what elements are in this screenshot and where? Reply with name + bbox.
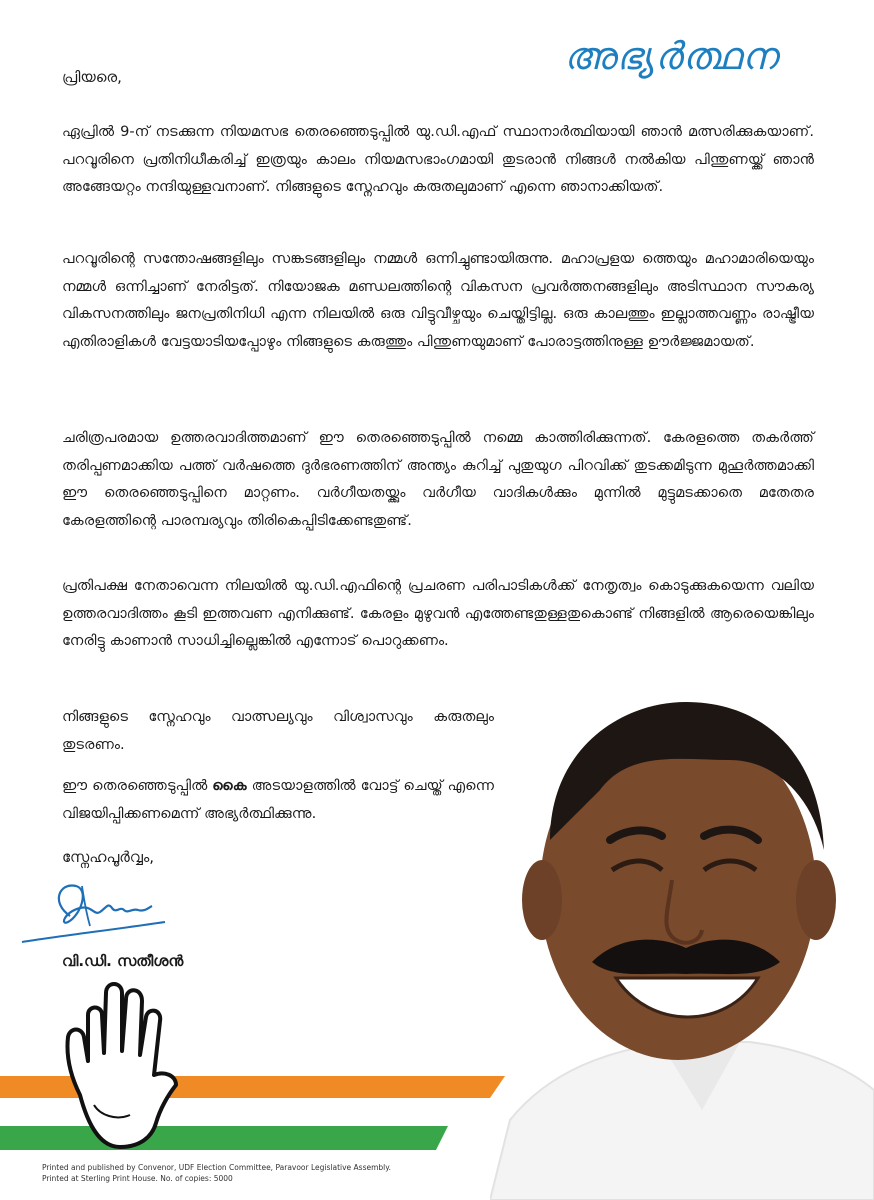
paragraph-6-vote-appeal (62, 772, 494, 827)
appeal-heading-logo: അഭ്യർത്ഥന (563, 34, 778, 78)
imprint-line-2: Printed at Sterling Print House. No. of copies: 5000 (42, 1174, 233, 1183)
paragraph-4: പ്രതിപക്ഷ നേതാവെന്ന നിലയിൽ യു.ഡി.എഫിന്റെ പ്രചരണ പരിപാടികൾക്ക് നേതൃത്വം കൊടുക്കുകയെന്ന വലിയ ഉത്തരവാദിത്തം കൂടി ഇത്തവണ എനിക്കുണ്ട്. കേരളം മുഴുവൻ എത്തേണ്ടതുള്ളതുകൊണ്ട് നിങ്ങളിൽ ആരെയെങ്കിലും നേരിട്ടു കാണാൻ സാധിച്ചില്ലെങ്കിൽ എന്നോട് പൊറുക്കണം. (62, 577, 814, 649)
appeal-text-after: അടയാളത്തിൽ വോട്ട് ചെയ്ത് എന്നെ വിജയിപ്പിക്കണമെന്ന് അഭ്യർത്ഥിക്കുന്നു. (62, 777, 494, 822)
imprint-footer (42, 1162, 391, 1184)
signature-icon (20, 872, 170, 948)
hand-symbol-word: കൈ (212, 777, 247, 794)
paragraph-5: നിങ്ങളുടെ സ്നേഹവും വാത്സല്യവും വിശ്വാസവും കരുതലും തുടരണം. (62, 708, 494, 753)
candidate-portrait-image (490, 690, 874, 1200)
appeal-text-before: ഈ തെരഞ്ഞെടുപ്പിൽ (62, 777, 213, 794)
paragraph-1: ഏപ്രിൽ 9-ന് നടക്കുന്ന നിയമസഭ തെരഞ്ഞെടുപ്പിൽ യു.ഡി.എഫ് സ്ഥാനാർത്ഥിയായി ഞാൻ മത്സരിക്കുകയാണ്. പറവൂരിനെ പ്രതിനിധീകരിച്ച് ഇത്രയും കാലം നിയമസഭാംഗമായി തുടരാൻ നിങ്ങൾ നൽകിയ പിന്തുണയ്ക്ക് ഞാൻ അങ്ങേയറ്റം നന്ദിയുള്ളവനാണ്. നിങ്ങളുടെ സ്നേഹവും കരുതലുമാണ് എന്നെ ഞാനാക്കിയത്. (62, 123, 814, 195)
paragraph-2: പറവൂരിന്റെ സന്തോഷങ്ങളിലും സങ്കടങ്ങളിലും നമ്മൾ ഒന്നിച്ചുണ്ടായിരുന്നു. മഹാപ്രളയ ത്തെയും മഹാമാരിയെയും നമ്മൾ ഒന്നിച്ചാണ് നേരിട്ടത്. നിയോജക മണ്ഡലത്തിന്റെ വികസന പ്രവർത്തനങ്ങളിലും അടിസ്ഥാന സൗകര്യ വികസനത്തിലും ജനപ്രതിനിധി എന്ന നിലയിൽ ഒരു വിട്ടുവീഴ്ചയും ചെയ്തിട്ടില്ല. ഒരു കാലത്തും ഇല്ലാത്തവണ്ണം രാഷ്ട്രീയ എതിരാളികൾ വേട്ടയാടിയപ്പോഴും നിങ്ങളുടെ കരുത്തും പിന്തുണയുമാണ് പോരാട്ടത്തിനുള്ള ഊർജ്ജമായത്. (62, 250, 814, 350)
imprint-line-1: Printed and published by Convenor, UDF Election Committee, Paravoor Legislative Assembly. (42, 1163, 392, 1172)
salutation: പ്രിയരെ, (62, 68, 122, 86)
closing: സ്നേഹപൂർവ്വം, (62, 848, 155, 866)
signer-name: വി.ഡി. സതീശൻ (62, 952, 184, 970)
paragraph-3: ചരിത്രപരമായ ഉത്തരവാദിത്തമാണ് ഈ തെരഞ്ഞെടുപ്പിൽ നമ്മെ കാത്തിരിക്കുന്നത്. കേരളത്തെ തകർത്ത് തരിപ്പണമാക്കിയ പത്ത് വർഷത്തെ ദുർഭരണത്തിന് അന്ത്യം കുറിച്ച് പുതുയുഗ പിറവിക്ക് തുടക്കമിടുന്ന മുഹൂർത്തമാക്കി ഈ തെരഞ്ഞെടുപ്പിനെ മാറ്റണം. വർഗീയതയ്ക്കും വർഗീയ വാദികൾക്കും മുന്നിൽ മുട്ടുമടക്കാതെ മതേതര കേരളത്തിന്റെ പാരമ്പര്യവും തിരികെപ്പിടിക്കേണ്ടതുണ്ട്. (62, 429, 814, 529)
congress-hand-symbol-icon (60, 975, 182, 1153)
